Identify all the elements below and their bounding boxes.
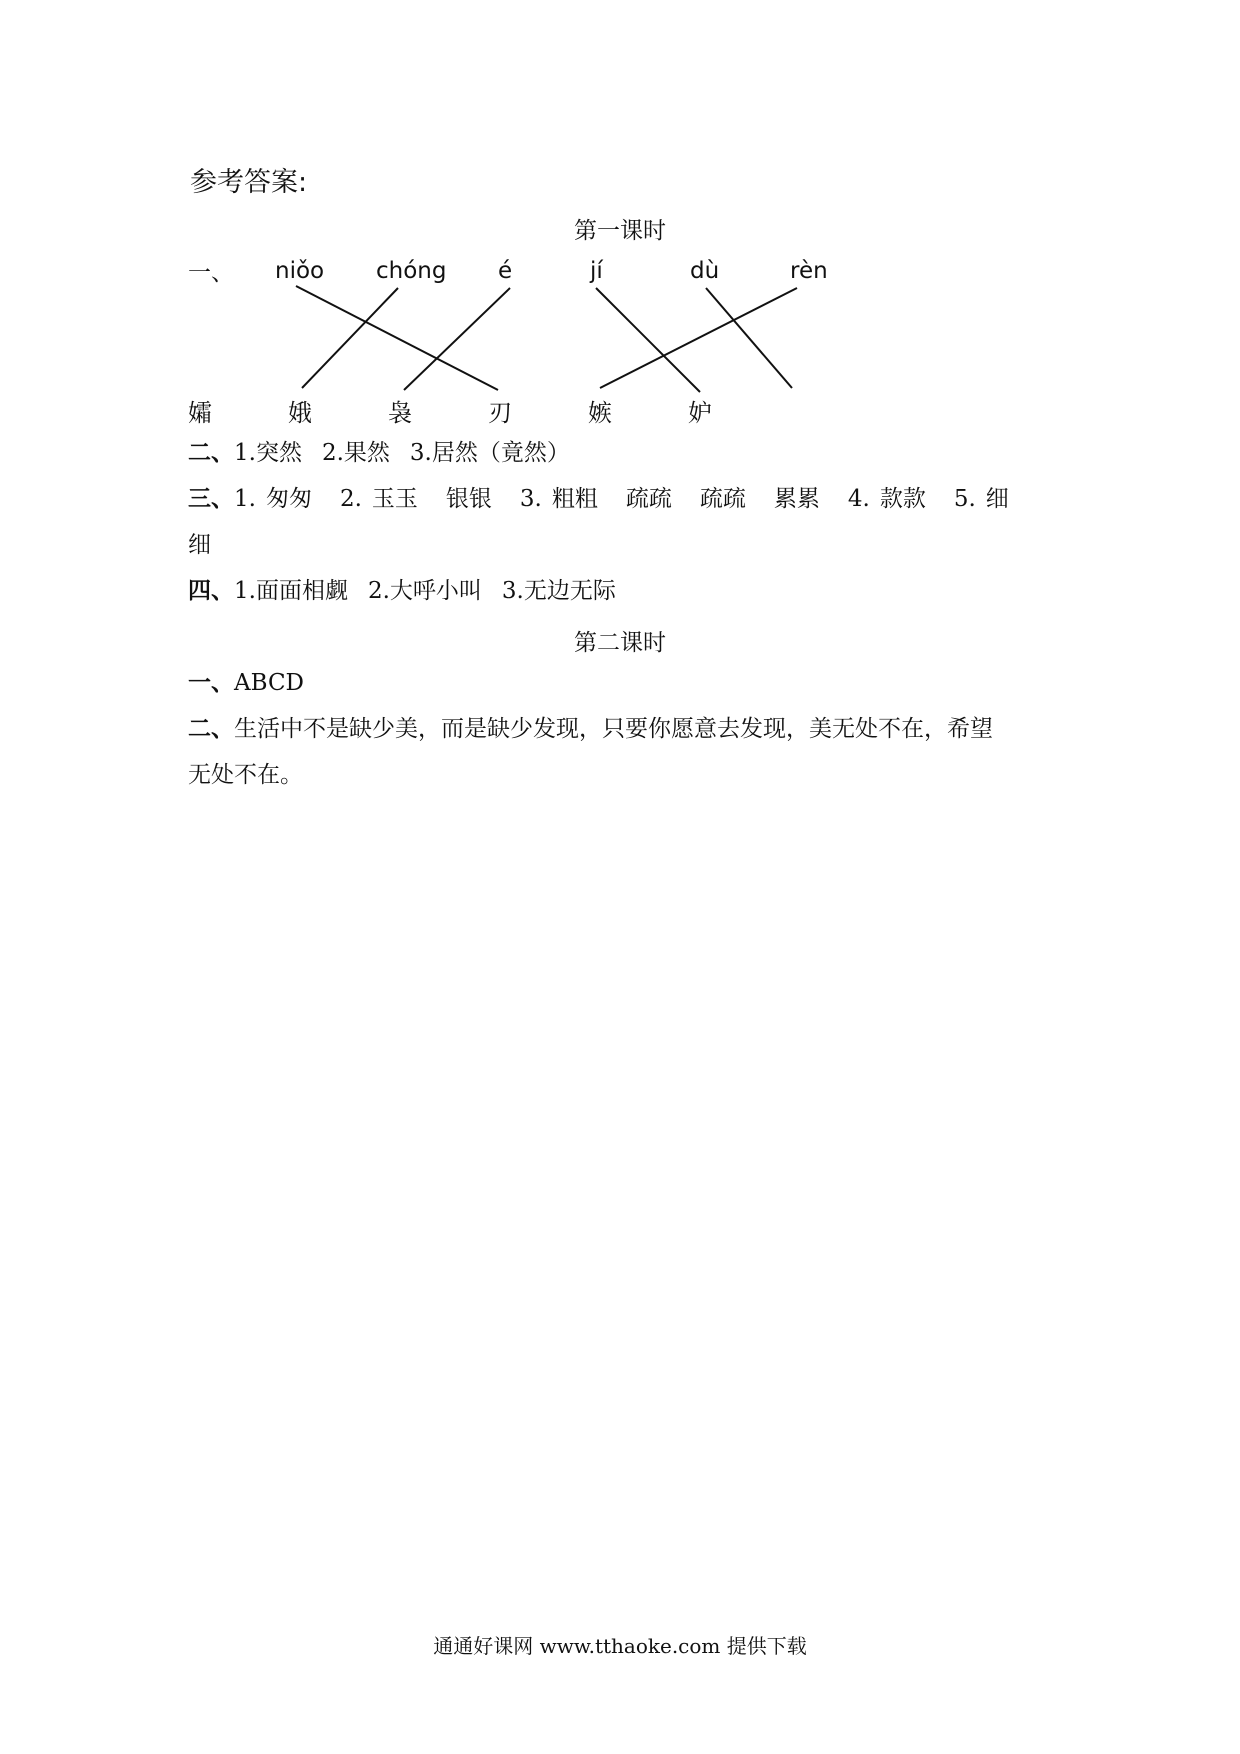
char-2: 娥 <box>288 399 312 427</box>
l1-q3-item-11: 4. <box>847 486 870 512</box>
pinyin-1: niǒo <box>275 258 325 284</box>
pinyin-2: chóng <box>376 258 447 284</box>
char-6: 妒 <box>688 399 712 427</box>
l2-q2-text-1: 生活中不是缺少美，而是缺少发现，只要你愿意去发现，美无处不在，希望 <box>234 716 993 742</box>
char-5: 嫉 <box>588 399 612 427</box>
lesson2-heading: 第二课时 <box>574 630 666 656</box>
match-line-5 <box>706 288 792 388</box>
l1-q3-label: 三、 <box>188 485 234 512</box>
l1-q3-item-5: 银银 <box>445 486 492 512</box>
lesson1-heading: 第一课时 <box>574 218 666 244</box>
l1-q4-item-1: 1.面面相觑 <box>234 578 348 604</box>
l1-q3-item-12: 款款 <box>879 486 926 512</box>
l1-q2-item-3: 3.居然（竟然） <box>409 440 570 466</box>
pinyin-5: dù <box>690 258 720 284</box>
l1-q3-item-3: 2. <box>339 486 362 512</box>
char-1: 孀 <box>188 399 212 427</box>
l1-q4-line <box>188 576 616 606</box>
char-4: 刃 <box>488 399 512 427</box>
l1-q2-label: 二、 <box>188 439 234 466</box>
l2-q1-line <box>188 668 304 698</box>
l1-q4-label: 四、 <box>188 577 234 604</box>
l1-q2-item-1: 1.突然 <box>234 440 302 466</box>
l1-q3-wrap: 细 <box>188 532 211 558</box>
page-title: 参考答案: <box>190 167 308 198</box>
l2-q2-label: 二、 <box>188 715 234 742</box>
char-3: 袅 <box>388 399 412 427</box>
pinyin-4: jí <box>590 258 603 284</box>
l1-q3-item-1: 1. <box>234 486 256 512</box>
l2-q2-text-2: 无处不在。 <box>188 762 303 788</box>
pinyin-3: é <box>498 258 513 284</box>
l1-q2-item-2: 2.果然 <box>321 440 390 466</box>
l2-q2-line <box>188 714 993 744</box>
l1-q3-item-2: 匆匆 <box>265 486 312 512</box>
l1-q3-item-7: 粗粗 <box>551 486 598 512</box>
l1-q3-item-4: 玉玉 <box>371 486 418 512</box>
match-line-1 <box>296 286 498 390</box>
l1-q3-item-10: 累累 <box>773 486 820 512</box>
l1-q3-item-6: 3. <box>519 486 542 512</box>
match-line-4 <box>596 288 700 392</box>
match-line-6 <box>600 288 797 388</box>
footer-credit: 通通好课网 www.tthaoke.com 提供下载 <box>433 1634 807 1658</box>
match-line-3 <box>404 288 510 390</box>
l1-q4-item-3: 3.无边无际 <box>501 578 616 604</box>
l1-q3-line <box>188 484 1009 514</box>
l2-q1-text: ABCD <box>234 670 304 696</box>
pinyin-6: rèn <box>790 258 828 284</box>
l1-q3-item-13: 5. <box>953 486 976 512</box>
l1-q4-item-2: 2.大呼小叫 <box>367 578 482 604</box>
l1-q3-item-14: 细 <box>985 486 1009 512</box>
l1-q2-line <box>188 438 570 468</box>
l2-q1-label: 一、 <box>188 669 234 696</box>
l1-q3-item-9: 疏疏 <box>699 486 746 512</box>
l1-q1-label: 一、 <box>188 260 234 286</box>
l1-q3-item-8: 疏疏 <box>625 486 672 512</box>
match-line-2 <box>302 288 398 388</box>
